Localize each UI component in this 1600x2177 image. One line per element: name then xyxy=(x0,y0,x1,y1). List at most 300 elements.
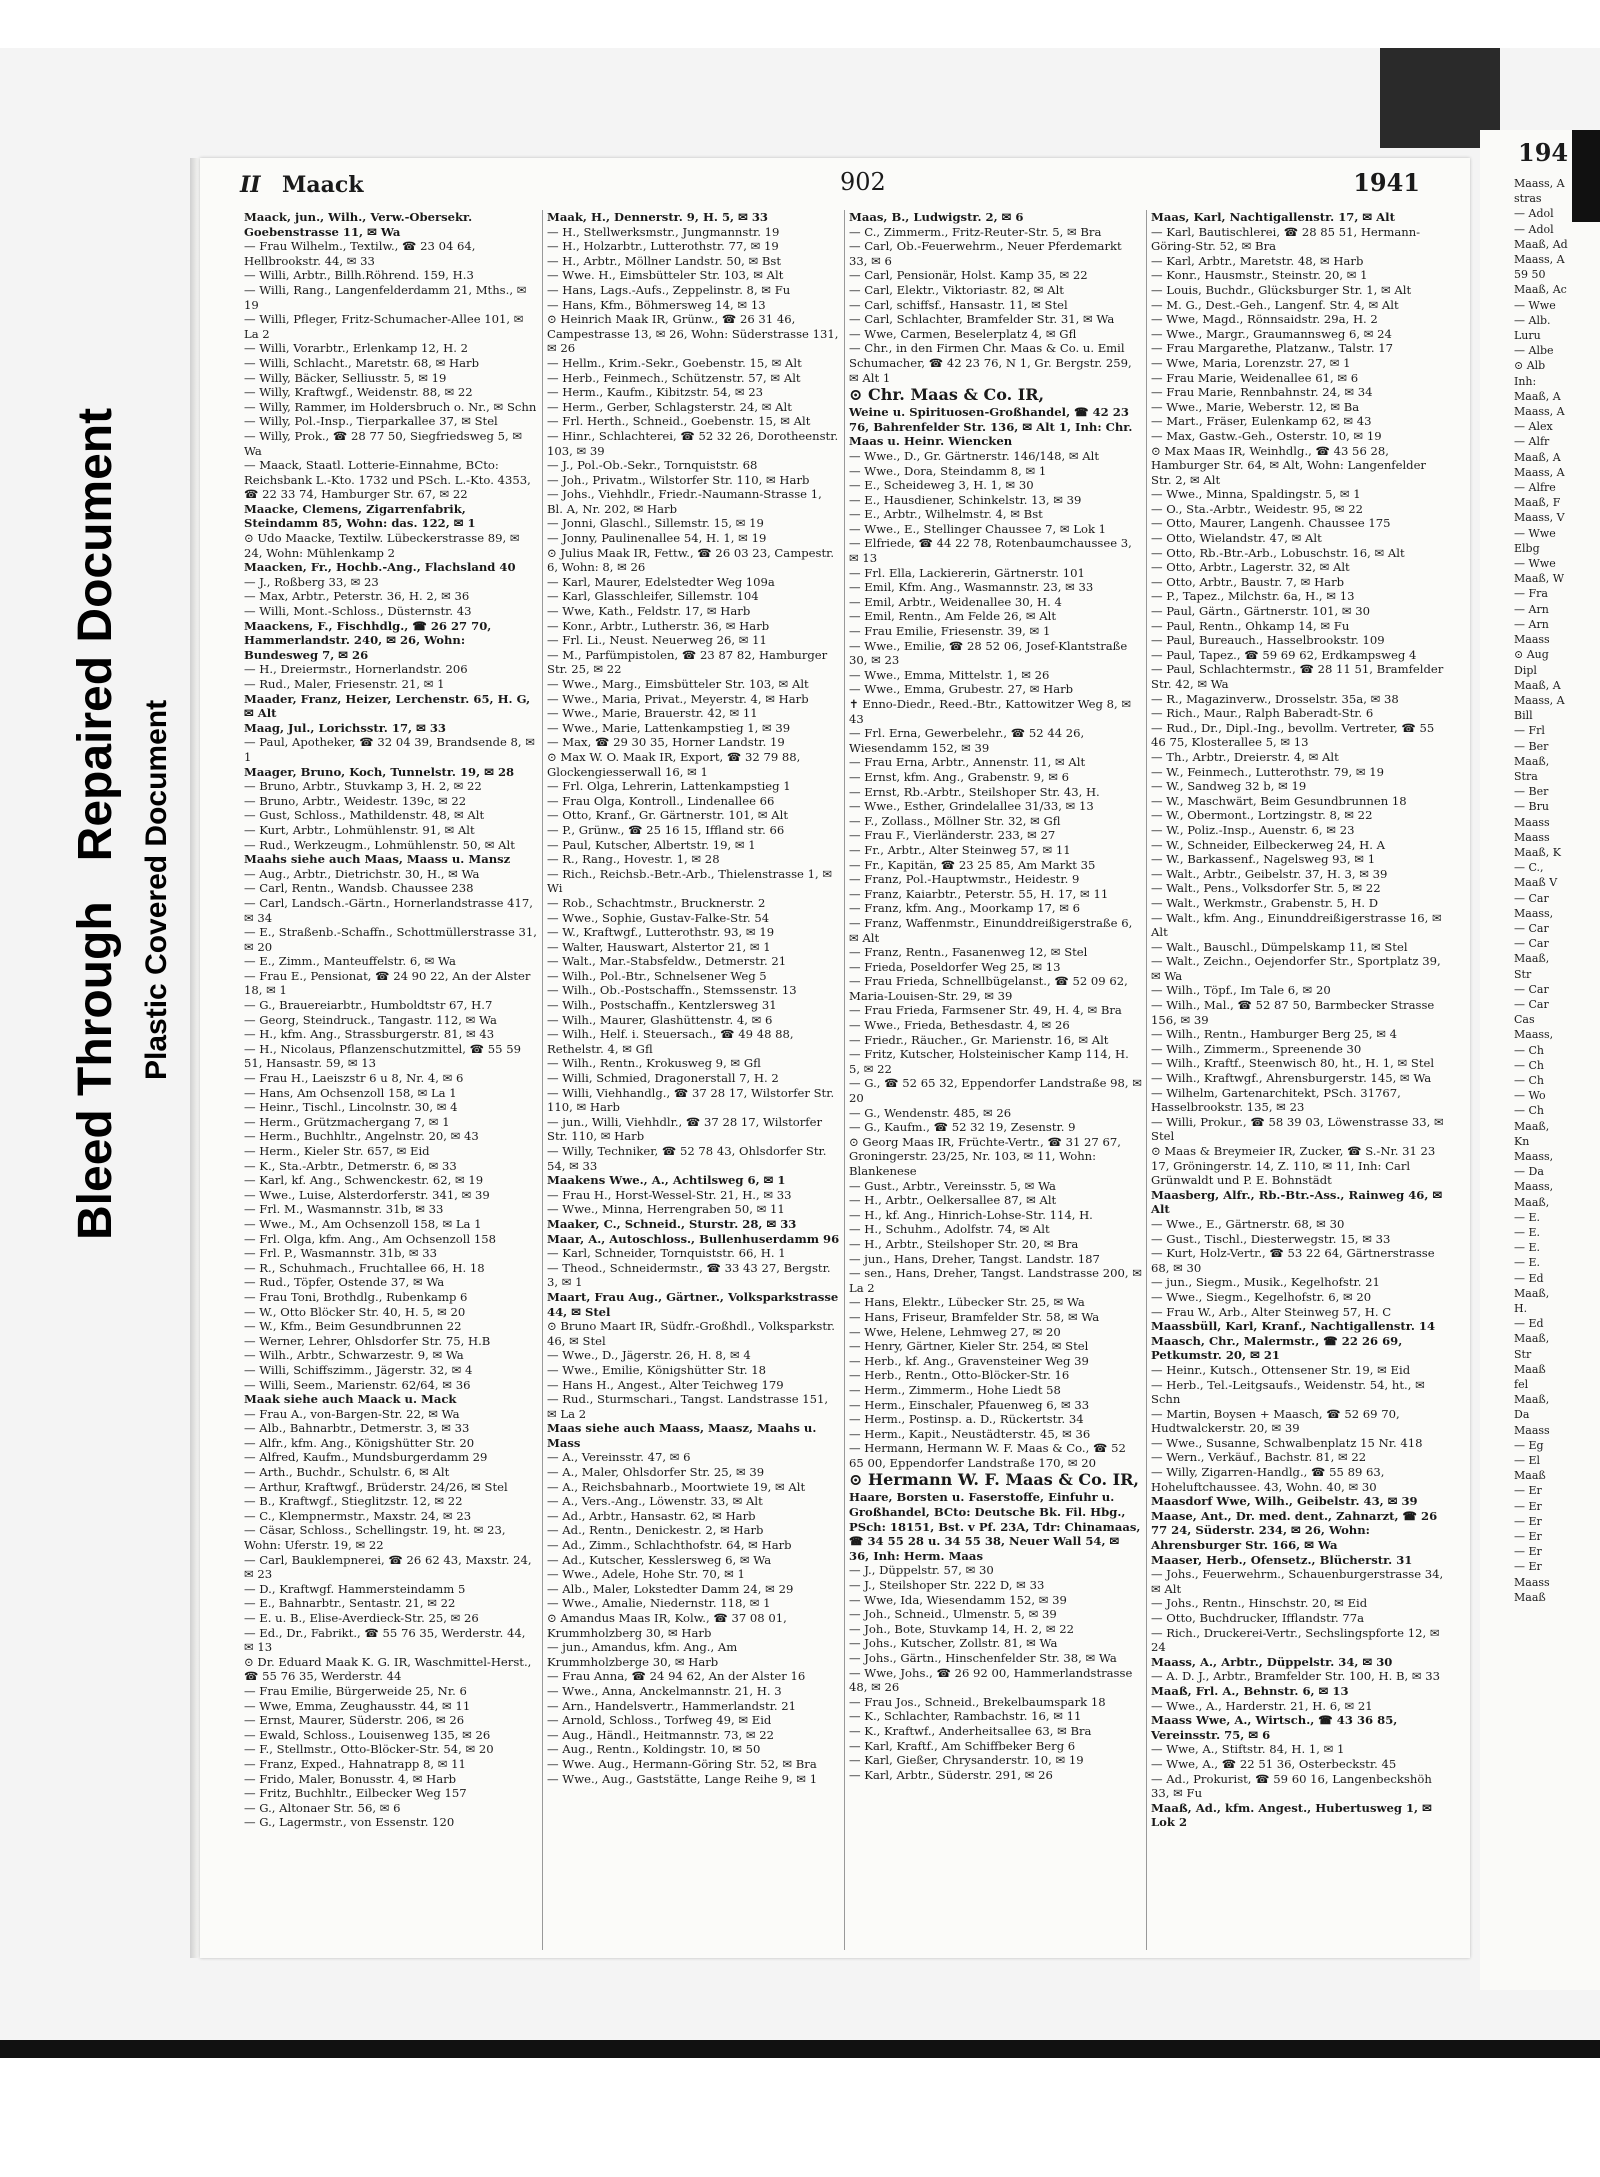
directory-entry: — A., Vereinsstr. 47, ✉ 6 xyxy=(547,1450,691,1465)
directory-entry: — Frieda, Poseldorfer Weg 25, ✉ 13 xyxy=(849,959,1061,974)
adjacent-page-line: Maaß, xyxy=(1514,754,1550,768)
adjacent-page-line: — Bru xyxy=(1514,800,1549,814)
header-keyword: Maack xyxy=(282,172,364,198)
directory-entry: — Willi, Schmied, Dragonerstall 7, H. 2 xyxy=(547,1071,779,1086)
directory-entry: — Otto, Maurer, Langenh. Chaussee 175 xyxy=(1151,516,1391,531)
directory-entry: — Wwe, A., Stiftstr. 84, H. 1, ✉ 1 xyxy=(1151,1742,1345,1757)
directory-entry: — Rud., Werkzeugm., Lohmühlenstr. 50, ✉ Alt xyxy=(244,837,515,852)
condition-label-plastic: Plastic Covered Document xyxy=(140,699,173,1080)
adjacent-page-line: Maaß V xyxy=(1514,876,1558,890)
directory-entry: — M. G., Dest.-Geh., Langenf. Str. 4, ✉ Alt xyxy=(1151,297,1399,312)
adjacent-page-line: Maass xyxy=(1514,1575,1550,1589)
directory-entry: — Wwe., Minna, Herrengraben 50, ✉ 11 xyxy=(547,1202,785,1217)
directory-entry: — Fritz, Buchhltr., Eilbecker Weg 157 xyxy=(244,1786,467,1801)
directory-entry: — Frau E., Pensionat, ☎ 24 90 22, An der Alster 18, ✉ 1 xyxy=(244,968,531,998)
directory-entry: — Franz, Kaiarbtr., Peterstr. 55, H. 17, ✉ 11 xyxy=(849,886,1109,901)
adjacent-page-line: — Ber xyxy=(1514,739,1549,753)
directory-entry: — Wilh., Arbtr., Schwarzestr. 9, ✉ Wa xyxy=(244,1348,464,1363)
adjacent-page-line: — Adol xyxy=(1514,207,1554,221)
directory-entry: ⊙ Dr. Eduard Maak K. G. IR, Waschmittel-Herst., ☎ 55 76 35, Werderstr. 44 xyxy=(244,1654,532,1684)
directory-entry: — Karl, Glasschleifer, Sillemstr. 104 xyxy=(547,589,759,604)
directory-entry: — K., Kraftwf., Anderheitsallee 63, ✉ Bra xyxy=(849,1723,1092,1738)
directory-entry: — Wilh., Rentn., Hamburger Berg 25, ✉ 4 xyxy=(1151,1027,1398,1042)
column-3 xyxy=(844,210,1146,1950)
adjacent-page-line: — Er xyxy=(1514,1499,1542,1513)
adjacent-page-line: — Alfr xyxy=(1514,435,1550,449)
directory-entry: — jun., Willi, Viehhdlr., ☎ 37 28 17, Wilstorfer Str. 110, ✉ Harb xyxy=(547,1114,822,1144)
directory-entry: — jun., Siegm., Musik., Kegelhofstr. 21 xyxy=(1151,1275,1380,1290)
directory-entry: — Karl, Bautischlerei, ☎ 28 85 51, Hermann-Göring-Str. 52, ✉ Bra xyxy=(1151,224,1421,254)
directory-entry: — Rich., Reichsb.-Betr.-Arb., Thielenstrasse 1, ✉ Wi xyxy=(547,866,833,896)
directory-entry: ✝ Enno-Diedr., Reed.-Btr., Kattowitzer Weg 8, ✉ 43 xyxy=(849,697,1132,726)
directory-entry: — Aug., Arbtr., Dietrichstr. 30, H., ✉ Wa xyxy=(244,866,480,881)
directory-entry: — Herm., Postinsp. a. D., Rückertstr. 34 xyxy=(849,1412,1084,1427)
section-number: II xyxy=(240,172,261,198)
directory-entry: Maahs siehe auch Maas, Maass u. Mansz xyxy=(244,852,511,867)
directory-entry: — W., Barkassenf., Nagelsweg 93, ✉ 1 xyxy=(1151,852,1376,867)
adjacent-page-line: Dipl xyxy=(1514,663,1537,677)
directory-entry: Maass, A., Arbtr., Düppelstr. 34, ✉ 30 xyxy=(1151,1654,1393,1669)
directory-entry: — Rich., Druckerei-Vertr., Sechslingspforte 12, ✉ 24 xyxy=(1151,1625,1440,1655)
adjacent-page-line: Maass, xyxy=(1514,1028,1554,1042)
directory-entry: Maasch, Chr., Malermstr., ☎ 22 26 69, Petkumstr. 20, ✉ 21 xyxy=(1151,1333,1403,1363)
adjacent-page-line: Maaß xyxy=(1514,1590,1546,1604)
directory-entry: — Karl, kf. Ang., Schwenckestr. 62, ✉ 19 xyxy=(244,1173,484,1188)
directory-entry: — Wwe., Marie, Brauerstr. 42, ✉ 11 xyxy=(547,706,758,721)
directory-entry: — Wwe. H., Eimsbütteler Str. 103, ✉ Alt xyxy=(547,268,784,283)
directory-entry: — Wwe., Emma, Mittelstr. 1, ✉ 26 xyxy=(849,667,1050,682)
directory-entry: — Walt., kfm. Ang., Einunddreißigerstrasse 16, ✉ Alt xyxy=(1151,910,1442,940)
directory-entry: — Rud., Maler, Friesenstr. 21, ✉ 1 xyxy=(244,677,445,691)
adjacent-page-line: Maaß xyxy=(1514,1362,1546,1376)
directory-entry: — Johs., Viehhdlr., Friedr.-Naumann-Strasse 1, Bl. A, Nr. 202, ✉ Harb xyxy=(547,487,822,516)
adjacent-page-line: Maaß, Ad xyxy=(1514,237,1568,251)
directory-entry: Maak siehe auch Maack u. Mack xyxy=(244,1392,457,1407)
directory-entry: — Gust., Arbtr., Vereinsstr. 5, ✉ Wa xyxy=(849,1178,1056,1193)
column-2 xyxy=(542,210,844,1950)
adjacent-page-line: Maass, A xyxy=(1514,405,1565,419)
directory-entry: — G., ☎ 52 65 32, Eppendorfer Landstraße 98, ✉ 20 xyxy=(849,1076,1142,1106)
directory-entry: — Wilh., Kraftwgf., Ahrensburgerstr. 145, ✉ Wa xyxy=(1151,1071,1432,1086)
directory-entry: — Wwe., Esther, Grindelallee 31/33, ✉ 13 xyxy=(849,799,1094,814)
directory-entry: — Wwe., Susanne, Schwalbenplatz 15 Nr. 418 xyxy=(1151,1435,1423,1450)
directory-entry: — E. u. B., Elise-Averdieck-Str. 25, ✉ 26 xyxy=(244,1611,479,1625)
adjacent-page-line: — Car xyxy=(1514,937,1549,951)
directory-entry: Maart, Frau Aug., Gärtner., Volksparkstrasse 44, ✉ Stel xyxy=(547,1289,839,1319)
directory-entry: Maakens Wwe., A., Achtilsweg 6, ✉ 1 xyxy=(547,1173,786,1188)
directory-entry: ⊙ Max Maas IR, Weinhdlg., ☎ 43 56 28, Hamburger Str. 64, ✉ Alt, Wohn: Langenfelder Str. 2, ✉ Alt xyxy=(1151,443,1426,487)
directory-entry: — Frau Olga, Kontroll., Lindenallee 66 xyxy=(547,793,775,808)
directory-entry: — Kurt, Holz-Vertr., ☎ 53 22 64, Gärtnerstrasse 68, ✉ 30 xyxy=(1151,1246,1435,1275)
adjacent-page-line: — Eg xyxy=(1514,1438,1544,1452)
directory-entry: — E., Arbtr., Wilhelmstr. 4, ✉ Bst xyxy=(849,507,1043,522)
adjacent-page-line: — E. xyxy=(1514,1256,1541,1270)
adjacent-page-line: Maaß, A xyxy=(1514,389,1561,403)
directory-entry: — R., Rang., Hovestr. 1, ✉ 28 xyxy=(547,852,720,867)
adjacent-page-line: Str xyxy=(1514,967,1532,981)
top-margin xyxy=(0,0,1600,48)
directory-entry: — K., Schlachter, Rambachstr. 16, ✉ 11 xyxy=(849,1709,1082,1724)
directory-entry: — Herm., Gerber, Schlagsterstr. 24, ✉ Alt xyxy=(547,399,792,414)
directory-entry: — Karl, Maurer, Edelstedter Weg 109a xyxy=(547,574,775,589)
adjacent-page-line: Maass, A xyxy=(1514,693,1565,707)
directory-entry: — J., Roßberg 33, ✉ 23 xyxy=(244,574,379,589)
directory-entry: — Wilh., Töpf., Im Tale 6, ✉ 20 xyxy=(1151,983,1331,998)
directory-entry: — B., Kraftwgf., Stieglitzstr. 12, ✉ 22 xyxy=(244,1494,463,1509)
adjacent-page-line: — Alb. xyxy=(1514,313,1551,327)
directory-entry: — Ad., Arbtr., Hansastr. 62, ✉ Harb xyxy=(547,1508,756,1523)
directory-entry: — Frau F., Vierländerstr. 233, ✉ 27 xyxy=(849,828,1056,843)
directory-entry: — Frl. Li., Neust. Neuerweg 26, ✉ 11 xyxy=(547,633,767,648)
directory-entry: — G., Kaufm., ☎ 52 32 19, Zesenstr. 9 xyxy=(849,1120,1076,1135)
bottom-scan-edge xyxy=(0,2040,1600,2058)
adjacent-page xyxy=(1480,130,1600,1990)
directory-entry: — Martin, Boysen + Maasch, ☎ 52 69 70, Hudtwalckerstr. 20, ✉ 39 xyxy=(1151,1406,1400,1436)
directory-entry: — Fr., Arbtr., Alter Steinweg 57, ✉ 11 xyxy=(849,842,1071,857)
directory-entry: — Carl, Bauklempnerei, ☎ 26 62 43, Maxstr. 24, ✉ 23 xyxy=(244,1552,532,1582)
adjacent-page-line: — E. xyxy=(1514,1226,1541,1240)
directory-entry: — Walt., Pens., Volksdorfer Str. 5, ✉ 22 xyxy=(1151,881,1381,896)
adjacent-page-line: — Car xyxy=(1514,891,1549,905)
directory-entry: — E., Straßenb.-Schaffn., Schottmüllerstrasse 31, ✉ 20 xyxy=(244,925,537,954)
directory-entry: — Wwe, Johs., ☎ 26 92 00, Hammerlandstrasse 48, ✉ 26 xyxy=(849,1665,1133,1695)
adjacent-page-line: Maaß, xyxy=(1514,1332,1550,1346)
directory-entry: — Wwe. Aug., Hermann-Göring Str. 52, ✉ Bra xyxy=(547,1756,817,1771)
directory-entry: — W., Obermont., Lortzingstr. 8, ✉ 22 xyxy=(1151,808,1373,823)
directory-entry: — Hermann, Hermann W. F. Maas & Co., ☎ 52 65 00, Eppendorfer Landstraße 170, ✉ 20 xyxy=(849,1441,1126,1470)
directory-entry: — Frl. M., Wasmannstr. 31b, ✉ 33 xyxy=(244,1202,444,1217)
directory-entry: — Otto, Arbtr., Lagerstr. 32, ✉ Alt xyxy=(1151,560,1350,575)
adjacent-page-line: Maass xyxy=(1514,1423,1550,1437)
adjacent-page-line: stras xyxy=(1514,192,1542,206)
directory-entry: — R., Schuhmach., Fruchtallee 66, H. 18 xyxy=(244,1260,485,1275)
directory-entry: — Willy, Prok., ☎ 28 77 50, Siegfriedsweg 5, ✉ Wa xyxy=(244,428,523,458)
directory-entry: — Emil, Rentn., Am Felde 26, ✉ Alt xyxy=(849,609,1057,624)
directory-entry: — Hinr., Schlachterei, ☎ 52 32 26, Dorotheenstr. 103, ✉ 39 xyxy=(547,428,839,458)
directory-entry: — J., Düppelstr. 57, ✉ 30 xyxy=(849,1563,994,1578)
directory-entry: — Werner, Lehrer, Ohlsdorfer Str. 75, H.B xyxy=(244,1333,491,1348)
directory-entry: — Wwe., Luise, Alsterdorferstr. 341, ✉ 39 xyxy=(244,1187,490,1202)
directory-entry: — Wwe., Marie, Weberstr. 12, ✉ Ba xyxy=(1151,399,1360,414)
directory-entry: — Wwe., Sophie, Gustav-Falke-Str. 54 xyxy=(547,910,770,925)
adjacent-page-line: Maaß, xyxy=(1514,1286,1550,1300)
directory-entry: — Aug., Händl., Heitmannstr. 73, ✉ 22 xyxy=(547,1727,774,1742)
directory-entry: — Alb., Maler, Lokstedter Damm 24, ✉ 29 xyxy=(547,1581,794,1596)
directory-entry: — Hans, Kfm., Böhmersweg 14, ✉ 13 xyxy=(547,297,766,312)
directory-page xyxy=(200,158,1470,1958)
adjacent-page-line: Maass, xyxy=(1514,1150,1554,1163)
directory-entry: — Carl, Ob.-Feuerwehrm., Neuer Pferdemarkt 33, ✉ 6 xyxy=(849,239,1122,268)
directory-entry: — Emil, Kfm. Ang., Wasmannstr. 23, ✉ 33 xyxy=(849,580,1094,595)
directory-entry: — Franz, kfm. Ang., Moorkamp 17, ✉ 6 xyxy=(849,901,1081,916)
directory-entry: — Rich., Maur., Ralph Baberadt-Str. 6 xyxy=(1151,706,1374,721)
adjacent-page-line: — Alfre xyxy=(1514,481,1556,495)
directory-entry: — Mart., Fräser, Eulenkamp 62, ✉ 43 xyxy=(1151,414,1372,429)
directory-entry: — sen., Hans, Dreher, Tangst. Landstrasse 200, ✉ La 2 xyxy=(849,1266,1142,1295)
directory-entry: Maag, Jul., Lorichsstr. 17, ✉ 33 xyxy=(244,720,446,735)
directory-entry: — Wwe, Helene, Lehmweg 27, ✉ 20 xyxy=(849,1324,1061,1339)
adjacent-page-line: — Ch xyxy=(1514,1058,1544,1072)
directory-entry: ⊙ Max W. O. Maak IR, Export, ☎ 32 79 88, Glockengiesserwall 16, ✉ 1 xyxy=(547,749,801,779)
directory-entry: Maassbüll, Karl, Kranf., Nachtigallenstr. 14 xyxy=(1151,1319,1436,1334)
directory-entry: Maacke, Clemens, Zigarrenfabrik, Steindamm 85, Wohn: das. 122, ✉ 1 xyxy=(244,501,476,531)
directory-entry: — Herb., kf. Ang., Gravensteiner Weg 39 xyxy=(849,1353,1089,1368)
directory-entry: — Johs., Gärtn., Hinschenfelder Str. 38, ✉ Wa xyxy=(849,1651,1117,1665)
directory-entry: ⊙ Georg Maas IR, Früchte-Vertr., ☎ 31 27 67, Groningerstr. 23/25, Nr. 103, ✉ 11, Wohn: Blankenese xyxy=(849,1134,1121,1178)
directory-entry: — Herm., Einschaler, Pfauenweg 6, ✉ 33 xyxy=(849,1397,1090,1412)
directory-entry: — Hellm., Krim.-Sekr., Goebenstr. 15, ✉ Alt xyxy=(547,355,802,370)
adjacent-page-line: — Car xyxy=(1514,921,1549,935)
directory-entry: Maass Wwe, A., Wirtsch., ☎ 43 36 85, Vereinsstr. 75, ✉ 6 xyxy=(1151,1713,1398,1742)
directory-entry: — Willy, Techniker, ☎ 52 78 43, Ohlsdorfer Str. 54, ✉ 33 xyxy=(547,1144,827,1173)
adjacent-page-line: Inh: xyxy=(1514,374,1537,388)
directory-entry: — D., Kraftwgf. Hammersteindamm 5 xyxy=(244,1581,466,1596)
directory-entry: — Wilh., Mal., ☎ 52 87 50, Barmbecker Strasse 156, ✉ 39 xyxy=(1151,998,1435,1027)
directory-entry: — Herm., Zimmerm., Hohe Liedt 58 xyxy=(849,1382,1061,1397)
directory-entry: — G., Brauereiarbtr., Humboldtstr 67, H.7 xyxy=(244,998,493,1013)
directory-entry: — Georg, Steindruck., Tangastr. 112, ✉ Wa xyxy=(244,1012,497,1027)
adjacent-page-line: Maass, xyxy=(1514,1180,1554,1194)
directory-entry: — Rud., Sturmschari., Tangst. Landstrasse 151, ✉ La 2 xyxy=(547,1392,829,1421)
directory-entry: — Emil, Arbtr., Weidenallee 30, H. 4 xyxy=(849,594,1062,609)
adjacent-page-line: Maaß, W xyxy=(1514,572,1565,586)
directory-entry: — Rob., Schachtmstr., Brucknerstr. 2 xyxy=(547,895,766,910)
directory-entry: — Heinr., Kutsch., Ottensener Str. 19, ✉ Eid xyxy=(1151,1362,1411,1377)
directory-entry: — Maack, Staatl. Lotterie-Einnahme, BCto: Reichsbank L.-Kto. 1732 und PSch. L.-Kto. 4353, ☎ 22 33 74, Hamburger Str. 67, ✉ 22 xyxy=(244,458,531,502)
directory-entry: — Frl. Erna, Gewerbelehr., ☎ 52 44 26, Wiesendamm 152, ✉ 39 xyxy=(849,726,1085,755)
directory-entry: — Frau Marie, Weidenallee 61, ✉ 6 xyxy=(1151,370,1359,385)
directory-entry: — Wilh., Ob.-Postschaffn., Stemssenstr. 13 xyxy=(547,983,797,998)
directory-entry: — Frau Margarethe, Platzanw., Talstr. 17 xyxy=(1151,341,1393,356)
directory-entry: — Otto, Wielandstr. 47, ✉ Alt xyxy=(1151,531,1322,546)
adjacent-page-line: — El xyxy=(1514,1454,1541,1468)
directory-entry: — F., Stellmstr., Otto-Blöcker-Str. 54, ✉ 20 xyxy=(244,1742,494,1757)
directory-entry: Maaser, Herb., Ofensetz., Blücherstr. 31 xyxy=(1151,1552,1413,1567)
directory-entry: — G., Altonaer Str. 56, ✉ 6 xyxy=(244,1800,401,1815)
directory-entry: — Frau H., Laeiszstr 6 u 8, Nr. 4, ✉ 6 xyxy=(244,1071,464,1086)
directory-entry: — A., Reichsbahnarb., Moortwiete 19, ✉ Alt xyxy=(547,1479,806,1494)
directory-entry: — H., Holzarbtr., Lutterothstr. 77, ✉ 19 xyxy=(547,239,779,254)
directory-entry: — Willi, Seem., Marienstr. 62/64, ✉ 36 xyxy=(244,1377,471,1392)
condition-labels xyxy=(60,300,200,1250)
directory-entry: — Wwe, Carmen, Beselerplatz 4, ✉ Gfl xyxy=(849,326,1077,341)
directory-entry: — Karl, Arbtr., Maretstr. 48, ✉ Harb xyxy=(1151,253,1364,268)
directory-entry: — Frau Frieda, Schnellbügelanst., ☎ 52 09 62, Maria-Louisen-Str. 29, ✉ 39 xyxy=(849,974,1128,1003)
directory-entry: — Frl. Olga, kfm. Ang., Am Ochsenzoll 158 xyxy=(244,1231,496,1246)
column-1 xyxy=(240,210,542,1950)
directory-entry: — Willy, Zigarren-Handlg., ☎ 55 89 63, Hoheluftchaussee. 43, Wohn. 40, ✉ 30 xyxy=(1151,1465,1385,1494)
directory-entry: — Wilh., Zimmerm., Spreenende 30 xyxy=(1151,1041,1362,1056)
adjacent-page-line: ⊙ Alb xyxy=(1514,359,1546,373)
directory-entry: Maar, A., Autoschloss., Bullenhuserdamm 96 xyxy=(547,1231,840,1246)
directory-entry: — Wwe., Maria, Privat., Meyerstr. 4, ✉ Harb xyxy=(547,691,809,706)
directory-entry: — Rud., Töpfer, Ostende 37, ✉ Wa xyxy=(244,1275,445,1290)
directory-entry: — Willy, Pol.-Insp., Tierparkallee 37, ✉ Stel xyxy=(244,414,498,429)
directory-entry: — P., Grünw., ☎ 25 16 15, Iffland str. 66 xyxy=(547,822,785,837)
adjacent-page-line: Maass, A xyxy=(1514,177,1565,190)
directory-entry: — Walt., Bauschl., Dümpelskamp 11, ✉ Stel xyxy=(1151,939,1408,954)
directory-entry: — Wwe., Anna, Anckelmannstr. 21, H. 3 xyxy=(547,1683,782,1698)
directory-entry: — Frl. P., Wasmannstr. 31b, ✉ 33 xyxy=(244,1246,438,1261)
directory-entry: — H., Dreiermstr., Hornerlandstr. 206 xyxy=(244,662,468,677)
directory-entry: ⊙ Chr. Maas & Co. IR, xyxy=(849,385,1045,405)
directory-entry: — Frau Anna, ☎ 24 94 62, An der Alster 16 xyxy=(547,1669,806,1684)
directory-entry: Maaker, C., Schneid., Sturstr. 28, ✉ 33 xyxy=(547,1216,797,1231)
adjacent-page-line: — Ed xyxy=(1514,1271,1544,1285)
directory-entry: — Frau Jos., Schneid., Brekelbaumspark 18 xyxy=(849,1694,1106,1709)
directory-entry: — E., Zimm., Manteuffelstr. 6, ✉ Wa xyxy=(244,954,456,969)
directory-entry: — H., Schuhm., Adolfstr. 74, ✉ Alt xyxy=(849,1222,1050,1237)
directory-entry: — Wilh., Pol.-Btr., Schnelsener Weg 5 xyxy=(547,968,767,983)
directory-entry: — Frau Frieda, Farmsener Str. 49, H. 4, ✉ Bra xyxy=(849,1003,1122,1018)
directory-entry: — Hans, Elektr., Lübecker Str. 25, ✉ Wa xyxy=(849,1295,1085,1310)
directory-entry: — Ernst, kfm. Ang., Grabenstr. 9, ✉ 6 xyxy=(849,769,1069,784)
directory-entry: — H., Arbtr., Steilshoper Str. 20, ✉ Bra xyxy=(849,1236,1079,1251)
directory-entry: Maacken, Fr., Hochb.-Ang., Flachsland 40 xyxy=(244,560,516,575)
adjacent-page-line: — Alex xyxy=(1514,420,1553,434)
adjacent-page-line: — Er xyxy=(1514,1560,1542,1574)
directory-entry: — Ewald, Schloss., Louisenweg 135, ✉ 26 xyxy=(244,1727,491,1742)
directory-entry: — Frl. Ella, Lackiererin, Gärtnerstr. 101 xyxy=(849,565,1085,580)
directory-entry: — Rud., Dr., Dipl.-Ing., bevollm. Vertreter, ☎ 55 46 75, Klosterallee 5, ✉ 13 xyxy=(1151,720,1435,750)
adjacent-page-line: Str xyxy=(1514,1347,1532,1361)
directory-entry: — Otto, Buchdrucker, Ifflandstr. 77a xyxy=(1151,1611,1365,1625)
directory-entry: — W., Feinmech., Lutterothstr. 79, ✉ 19 xyxy=(1151,764,1385,779)
directory-entry: — Paul, Bureauch., Hasselbrookstr. 109 xyxy=(1151,633,1385,648)
directory-entry: — Johs., Feuerwehrm., Schauenburgerstrasse 34, ✉ Alt xyxy=(1151,1567,1444,1596)
adjacent-page-line: Maass xyxy=(1514,633,1550,647)
directory-entry: — Ad., Rentn., Denickestr. 2, ✉ Harb xyxy=(547,1523,764,1538)
directory-entry: Maaß, Ad., kfm. Angest., Hubertusweg 1, ✉ Lok 2 xyxy=(1151,1800,1432,1830)
directory-entry: — Konr., Arbtr., Lutherstr. 36, ✉ Harb xyxy=(547,618,770,633)
directory-entry: — Wwe, A., ☎ 22 51 36, Osterbeckstr. 45 xyxy=(1151,1756,1397,1771)
directory-entry: — Frau Emilie, Bürgerweide 25, Nr. 6 xyxy=(244,1683,467,1698)
directory-entry: — Willi, Pfleger, Fritz-Schumacher-Allee 101, ✉ La 2 xyxy=(244,312,524,341)
directory-entry: — Herm., Kaufm., Kibitzstr. 54, ✉ 23 xyxy=(547,385,764,400)
directory-entry: — Elfriede, ☎ 44 22 78, Rotenbaumchaussee 3, ✉ 13 xyxy=(849,536,1132,566)
adjacent-page-line: Bill xyxy=(1514,709,1533,723)
directory-entry: — R., Magazinverw., Drosselstr. 35a, ✉ 38 xyxy=(1151,691,1399,706)
directory-entry: — Carl, Schlachter, Bramfelder Str. 31, ✉ Wa xyxy=(849,312,1115,327)
adjacent-page-line: H. xyxy=(1514,1302,1528,1316)
directory-entry: — Fritz, Kutscher, Holsteinischer Kamp 114, H. 5, ✉ 22 xyxy=(849,1047,1129,1076)
directory-entry: — Max, Arbtr., Peterstr. 36, H. 2, ✉ 36 xyxy=(244,589,470,604)
directory-entry: ⊙ Hermann W. F. Maas & Co. IR, xyxy=(849,1470,1139,1490)
directory-entry: — Cäsar, Schloss., Schellingstr. 19, ht. ✉ 23, Wohn: Uferstr. 19, ✉ 22 xyxy=(244,1523,506,1553)
page-shadow xyxy=(190,158,200,1958)
adjacent-page-line: Maaß, Ac xyxy=(1514,283,1567,297)
directory-entry: — E., Bahnarbtr., Sentastr. 21, ✉ 22 xyxy=(244,1596,456,1611)
adjacent-page-line: — Adol xyxy=(1514,222,1554,236)
directory-entry: — Otto, Arbtr., Baustr. 7, ✉ Harb xyxy=(1151,574,1345,589)
directory-entry: — Jonni, Glaschl., Sillemstr. 15, ✉ 19 xyxy=(547,516,764,531)
directory-entry: — Walt., Zeichn., Oejendorfer Str., Sportplatz 39, ✉ Wa xyxy=(1151,954,1441,983)
directory-entry: — Frau Emilie, Friesenstr. 39, ✉ 1 xyxy=(849,624,1051,639)
directory-entry: — Wwe., Emilie, ☎ 28 52 06, Josef-Klantstraße 30, ✉ 23 xyxy=(849,638,1128,668)
directory-entry: — Wilh., Kraftf., Steenwisch 80, ht., H. 1, ✉ Stel xyxy=(1151,1056,1435,1071)
column-4 xyxy=(1146,210,1448,1950)
directory-entry: Haare, Borsten u. Faserstoffe, Einfuhr u. Großhandel, BCto: Deutsche Bk. Fil. Hbg., PSch: 18151, Bst. v Pf. 23A, Tdr: Chinamaas, ☎ 34 55 28 u. 34 55 38, Neuer Wall 54, ✉ 36, Inh: Herm. Maas xyxy=(849,1490,1141,1563)
directory-entry: — Joh., Schneid., Ulmenstr. 5, ✉ 39 xyxy=(849,1607,1057,1622)
directory-entry: — Alfred, Kaufm., Mundsburgerdamm 29 xyxy=(244,1450,488,1465)
directory-entry: Maaß, Frl. A., Behnstr. 6, ✉ 13 xyxy=(1151,1683,1349,1698)
directory-entry: — Frau A., von-Bargen-Str. 22, ✉ Wa xyxy=(244,1406,460,1421)
directory-entry: — Karl, Arbtr., Süderstr. 291, ✉ 26 xyxy=(849,1767,1053,1782)
adjacent-page-line: — Car xyxy=(1514,982,1549,996)
adjacent-page-line: Stra xyxy=(1514,769,1538,783)
directory-entry: — Carl, Elektr., Viktoriastr. 82, ✉ Alt xyxy=(849,282,1064,297)
adjacent-page-line: — C., xyxy=(1514,861,1544,875)
directory-entry: — Walt., Mar.-Stabsfeldw., Detmerstr. 21 xyxy=(547,954,787,969)
directory-entry: Maas, Karl, Nachtigallenstr. 17, ✉ Alt xyxy=(1151,210,1395,224)
condition-label-bleed: Bleed Through Repaired Document xyxy=(69,407,122,1240)
adjacent-page-line: 59 50 xyxy=(1514,268,1546,282)
directory-entry: — Karl, Kraftf., Am Schiffbeker Berg 6 xyxy=(849,1738,1076,1753)
directory-entry: — Carl, Landsch.-Gärtn., Hornerlandstrasse 417, ✉ 34 xyxy=(244,895,533,925)
adjacent-page-line: Maaß, xyxy=(1514,1119,1550,1133)
directory-entry: — Wwe., D., Jägerstr. 26, H. 8, ✉ 4 xyxy=(547,1348,751,1363)
directory-entry: — Frau Erna, Arbtr., Annenstr. 11, ✉ Alt xyxy=(849,755,1086,770)
adjacent-page-line: fel xyxy=(1514,1378,1529,1392)
directory-entry: — Fr., Kapitän, ☎ 23 25 85, Am Markt 35 xyxy=(849,857,1096,872)
adjacent-page-line: Luru xyxy=(1514,329,1541,343)
adjacent-page-line: Maass, xyxy=(1514,906,1554,920)
directory-entry: — Wwe., Emilie, Königshütter Str. 18 xyxy=(547,1362,767,1377)
directory-entry: — Wwe, Emma, Zeughausstr. 44, ✉ 11 xyxy=(244,1698,471,1713)
directory-entry: — Wwe., E., Stellinger Chaussee 7, ✉ Lok 1 xyxy=(849,521,1107,536)
directory-entry: — Paul, Tapez., ☎ 59 69 62, Erdkampsweg 4 xyxy=(1151,647,1417,662)
adjacent-page-line: Maaß, xyxy=(1514,1393,1550,1407)
adjacent-page-line: — Er xyxy=(1514,1530,1542,1544)
page-year: 1941 xyxy=(1353,168,1420,197)
directory-entry: — Herm., Grützmachergang 7, ✉ 1 xyxy=(244,1114,450,1129)
directory-entry: — Carl, Pensionär, Holst. Kamp 35, ✉ 22 xyxy=(849,268,1088,283)
adjacent-page-line: Maaß, F xyxy=(1514,496,1561,510)
directory-entry: — H., kf. Ang., Hinrich-Lohse-Str. 114, H. xyxy=(849,1207,1093,1222)
directory-entry: — Aug., Rentn., Koldingstr. 10, ✉ 50 xyxy=(547,1742,761,1757)
directory-entry: — Max, ☎ 29 30 35, Horner Landstr. 19 xyxy=(547,735,785,750)
directory-entry: — Wwe., Adele, Hohe Str. 70, ✉ 1 xyxy=(547,1567,745,1582)
directory-entry: — Willi, Prokur., ☎ 58 39 03, Löwenstrasse 33, ✉ Stel xyxy=(1151,1114,1444,1144)
directory-entry: — Wern., Verkäuf., Bachstr. 81, ✉ 22 xyxy=(1151,1450,1367,1465)
directory-entry: Maader, Franz, Heizer, Lerchenstr. 65, H. G, ✉ Alt xyxy=(244,691,531,721)
directory-entry: — Wwe., A., Harderstr. 21, H. 6, ✉ 21 xyxy=(1151,1698,1373,1713)
directory-entry: — jun., Amandus, kfm. Ang., Am Krummholzberge 30, ✉ Harb xyxy=(547,1640,738,1669)
adjacent-page-line: — Er xyxy=(1514,1514,1542,1528)
directory-entry: — C., Zimmerm., Fritz-Reuter-Str. 5, ✉ Bra xyxy=(849,224,1102,239)
directory-entry: — Paul, Kutscher, Albertstr. 19, ✉ 1 xyxy=(547,837,756,852)
directory-entry: Maak, H., Dennerstr. 9, H. 5, ✉ 33 xyxy=(547,210,768,224)
adjacent-page-line: Da xyxy=(1514,1408,1530,1422)
directory-entry: — H., Arbtr., Möllner Landstr. 50, ✉ Bst xyxy=(547,253,781,268)
directory-entry: — Willi, Mont.-Schloss., Düsternstr. 43 xyxy=(244,604,472,619)
directory-entry: — Wilh., Postschaffn., Kentzlersweg 31 xyxy=(547,998,777,1013)
directory-entry: — Frau W., Arb., Alter Steinweg 57, H. C xyxy=(1151,1304,1392,1319)
directory-entry: — Th., Arbtr., Dreierstr. 4, ✉ Alt xyxy=(1151,749,1339,764)
directory-entry: — A., Vers.-Ang., Löwenstr. 33, ✉ Alt xyxy=(547,1494,763,1509)
adjacent-page-lines xyxy=(1514,176,1600,1605)
adjacent-page-line: Maaß, K xyxy=(1514,845,1561,859)
page-number: 902 xyxy=(840,168,886,196)
adjacent-page-line: Maaß, xyxy=(1514,1195,1550,1209)
directory-entry: — Wwe., D., Gr. Gärtnerstr. 146/148, ✉ Alt xyxy=(849,448,1100,463)
directory-entry: — Carl, schiffsf., Hansastr. 11, ✉ Stel xyxy=(849,297,1068,312)
directory-entry: — Wwe., Emma, Grubestr. 27, ✉ Harb xyxy=(849,682,1074,697)
adjacent-page-line: Maass, A xyxy=(1514,465,1565,479)
directory-entry: — Paul, Gärtn., Gärtnerstr. 101, ✉ 30 xyxy=(1151,604,1371,619)
directory-entry: — F., Zollass., Möllner Str. 32, ✉ Gfl xyxy=(849,813,1061,828)
directory-entry: — Chr., in den Firmen Chr. Maas & Co. u. Emil Schumacher, ☎ 42 23 76, N 1, Gr. Bergstr. 259, ✉ Alt 1 xyxy=(849,341,1132,385)
